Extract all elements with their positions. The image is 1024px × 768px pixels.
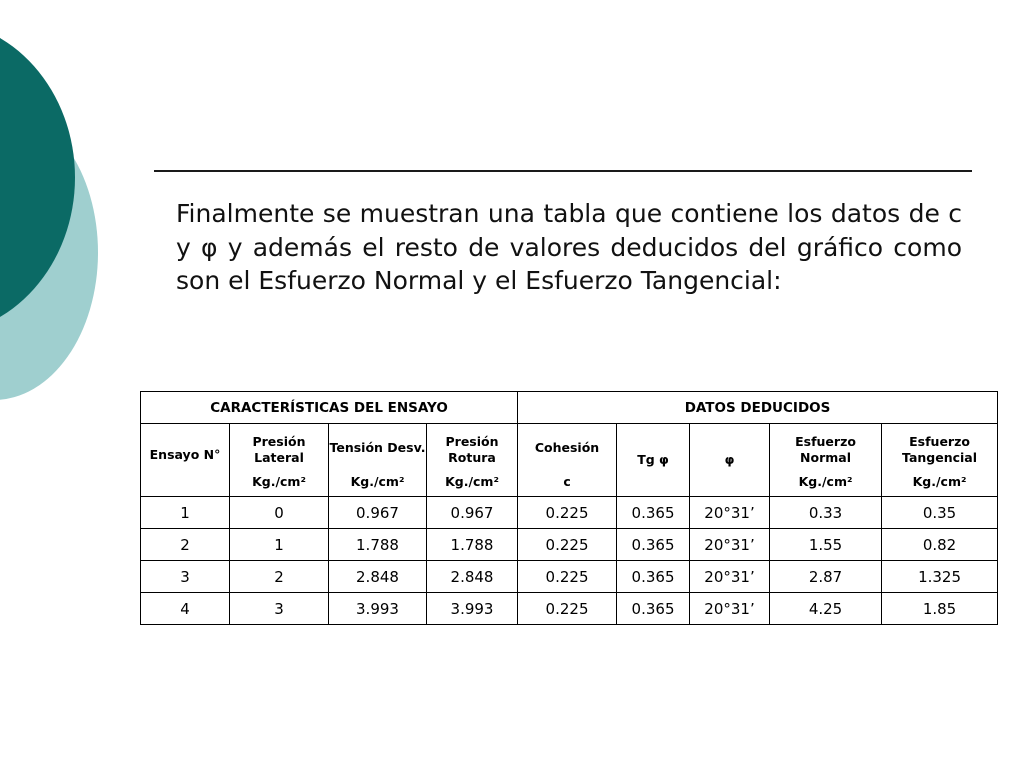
- table-cell: 3.993: [427, 593, 518, 625]
- title-divider: [154, 170, 972, 172]
- column-header-unit: c: [563, 474, 571, 489]
- column-header-label: φ: [724, 452, 735, 467]
- column-header-shear-stress: [882, 424, 998, 497]
- column-header-unit: Kg./cm²: [252, 474, 306, 489]
- table-row: [141, 497, 998, 529]
- table-cell: 20°31’: [690, 529, 770, 561]
- table-cell: 1.788: [329, 529, 427, 561]
- table-row: [141, 593, 998, 625]
- table-cell: 0.225: [518, 593, 617, 625]
- column-header-label: Cohesión: [534, 440, 600, 455]
- column-header-unit: Kg./cm²: [798, 474, 853, 489]
- column-header-label: Tg φ: [637, 452, 669, 467]
- column-header-label: Presión Rotura: [445, 434, 499, 465]
- table-cell: 20°31’: [690, 561, 770, 593]
- table-row: [141, 561, 998, 593]
- column-header-unit: Kg./cm²: [445, 474, 499, 489]
- group-header-test-characteristics: CARACTERÍSTICAS DEL ENSAYO: [141, 392, 518, 424]
- column-header-tan-phi: [617, 424, 690, 497]
- table-cell: 2: [141, 529, 230, 561]
- table-cell: 0.33: [770, 497, 882, 529]
- table-cell: 0: [230, 497, 329, 529]
- results-table: [140, 391, 998, 625]
- column-header-label: Tensión Desv.: [329, 440, 426, 455]
- table-cell: 20°31’: [690, 593, 770, 625]
- table-cell: 1.85: [882, 593, 998, 625]
- table-cell: 3.993: [329, 593, 427, 625]
- column-header-row: [141, 424, 998, 497]
- table-cell: 2: [230, 561, 329, 593]
- column-header-lateral-pressure: [230, 424, 329, 497]
- table-cell: 1: [230, 529, 329, 561]
- table-cell: 1.325: [882, 561, 998, 593]
- column-header-test-number: [141, 424, 230, 497]
- table-cell: 0.35: [882, 497, 998, 529]
- column-header-label: Esfuerzo Normal: [795, 434, 856, 465]
- table-cell: 0.365: [617, 593, 690, 625]
- table-cell: 0.365: [617, 529, 690, 561]
- column-header-label: Esfuerzo Tangencial: [902, 434, 978, 465]
- table-cell: 1.55: [770, 529, 882, 561]
- table-row: [141, 529, 998, 561]
- column-header-unit: Kg./cm²: [350, 474, 405, 489]
- table-cell: 0.967: [329, 497, 427, 529]
- table-cell: 2.848: [329, 561, 427, 593]
- table-cell: 3: [230, 593, 329, 625]
- column-header-deviator-stress: [329, 424, 427, 497]
- column-header-label: Presión Lateral: [252, 434, 306, 465]
- table-cell: 2.848: [427, 561, 518, 593]
- column-header-failure-pressure: [427, 424, 518, 497]
- table-cell: 1.788: [427, 529, 518, 561]
- table-cell: 3: [141, 561, 230, 593]
- table-cell: 4: [141, 593, 230, 625]
- intro-paragraph: Finalmente se muestran una tabla que contiene los datos de c y φ y además el resto de valores deducidos del gráfico como son el Esfuerzo Normal y el Esfuerzo Tangencial:: [176, 199, 962, 295]
- table-cell: 0.225: [518, 529, 617, 561]
- group-header-row: [141, 392, 998, 424]
- table-cell: 0.967: [427, 497, 518, 529]
- column-header-phi: [690, 424, 770, 497]
- table-cell: 0.225: [518, 561, 617, 593]
- table-cell: 0.365: [617, 561, 690, 593]
- table-cell: 20°31’: [690, 497, 770, 529]
- column-header-label: Ensayo N°: [149, 447, 221, 462]
- column-header-cohesion: [518, 424, 617, 497]
- table-cell: 0.365: [617, 497, 690, 529]
- column-header-normal-stress: [770, 424, 882, 497]
- table-cell: 4.25: [770, 593, 882, 625]
- table-cell: 1: [141, 497, 230, 529]
- table-cell: 0.82: [882, 529, 998, 561]
- group-header-deduced-data: DATOS DEDUCIDOS: [518, 392, 998, 424]
- column-header-unit: Kg./cm²: [912, 474, 967, 489]
- table-cell: 0.225: [518, 497, 617, 529]
- table-cell: 2.87: [770, 561, 882, 593]
